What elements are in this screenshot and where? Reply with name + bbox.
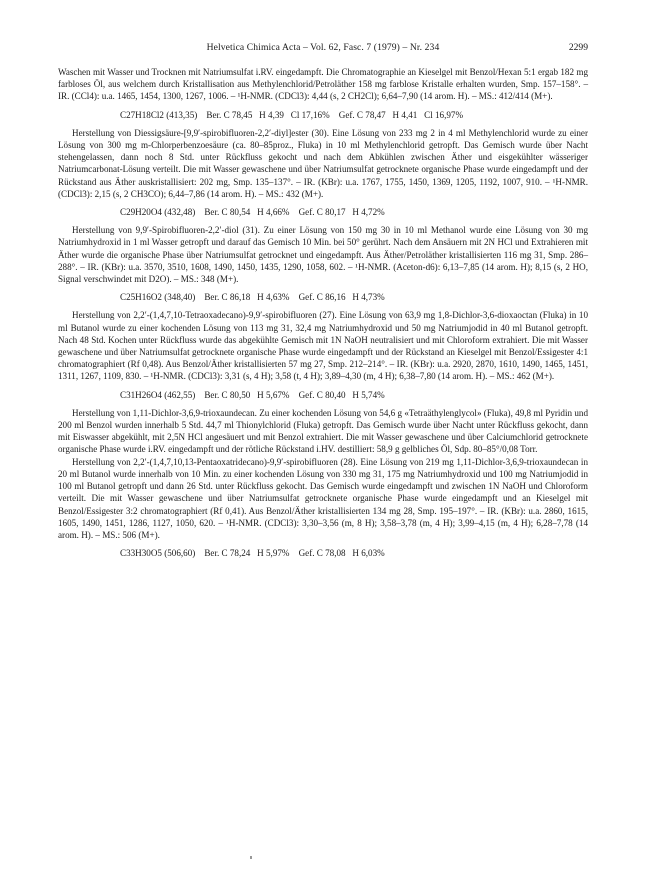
journal-page [58,42,588,565]
paragraph-6: Herstellung von 2,2′-(1,4,7,10,13-Pentaoxatridecano)-9,9′-spirobifluoren (28). Eine Lösung von 219 mg 1,11-Dichlor-3,6,9-trioxaundecan in 20 ml Butanol wurde innerhalb von 10 Min. zu einer kochenden Lösung von 330 mg 31, 175 mg Natriumhydroxid und 100 mg Natriumjodid in 100 ml Butanol getropft und dann 26 Std. unter Rückfluss gekocht. Das Gemisch wurde eingedampft und zwischen 1N NaOH und Chloroform verteilt. Die mit Wasser gewaschene und über Natriumsulfat getrocknete organische Phase wurde eingedampft und an Kieselgel mit Benzol/Essigester 3:2 chromatographiert (Rf 0,41). Aus Benzol/Äther kristallisierten 134 mg 28, Smp. 195–197°. – IR. (KBr): u.a. 2860, 1615, 1605, 1490, 1451, 1286, 1127, 1050, 620. – ¹H-NMR. (CDCl3): 3,30–3,56 (m, 8 H); 3,58–3,78 (m, 4 H); 3,99–4,15 (m, 4 H); 6,28–7,78 (14 arom. H). – MS.: 506 (M+). [58,456,588,540]
elemental-analysis-3: C25H16O2 (348,40) Ber. C 86,18 H 4,63% Gef. C 86,16 H 4,73% [120,292,385,303]
elemental-analysis-2: C29H20O4 (432,48) Ber. C 80,54 H 4,66% Gef. C 80,17 H 4,72% [120,207,385,218]
paragraph-2: Herstellung von Diessigsäure-[9,9′-spirobifluoren-2,2′-diyl]ester (30). Eine Lösung von 233 mg 2 in 4 ml Methylenchlorid wurde zu einer Lösung von 300 mg m-Chlorperbenzoesäure (ca. 80–85proz., Fluka) in 10 ml Methylenchlorid getropft. Das Gemisch wurde über Nacht stehengelassen, dann noch 8 Std. unter Rückfluss gekocht und nach dem Abkühlen zwischen Äther und eisgekühlter wässeriger Natriumcarbonat-Lösung verteilt. Die mit Wasser gewaschene und über Natriumsulfat getrocknete organische Phase wurde eingedampft und der Rückstand aus Äther auskristallisiert: 202 mg, Smp. 135–137°. – IR. (KBr): u.a. 1767, 1755, 1450, 1369, 1205, 1192, 1007, 910. – ¹H-NMR. (CDCl3): 2,15 (s, 2 CH3CO); 6,44–7,86 (14 arom. H). – MS.: 432 (M+). [58,127,588,199]
print-speck [250,856,252,859]
paragraph-4: Herstellung von 2,2′-(1,4,7,10-Tetraoxadecano)-9,9′-spirobifluoren (27). Eine Lösung von 63,9 mg 1,8-Dichlor-3,6-dioxaoctan (Fluka) in 10 ml Butanol wurde zu einer kochenden Lösung von 113 mg 31, 32,4 mg Natriumhydroxid und 50 mg Natriumjodid in 40 ml Butanol getropft. Nach 48 Std. Kochen unter Rückfluss wurde das abgekühlte Gemisch mit 1N NaOH neutralisiert und mit Chloroform extrahiert. Die mit Wasser gewaschene und über Natriumsulfat getrocknete organische Phase wurde eingedampft und der Rückstand an Kieselgel mit Benzol/Essigester 4:1 chromatographiert (Rf 0,48). Aus Benzol/Äther kristallisierten 57 mg 27, Smp. 212–214°. – IR. (KBr): u.a. 2920, 2870, 1610, 1490, 1465, 1451, 1311, 1267, 1109, 830. – ¹H-NMR. (CDCl3): 3,31 (s, 4 H); 3,58 (t, 4 H); 3,89–4,30 (m, 4 H); 6,38–7,80 (14 arom. H). – MS.: 462 (M+). [58,310,588,382]
elemental-analysis-4: C31H26O4 (462,55) Ber. C 80,50 H 5,67% Gef. C 80,40 H 5,74% [120,389,385,400]
paragraph-3: Herstellung von 9,9′-Spirobifluoren-2,2′-diol (31). Zu einer Lösung von 150 mg 30 in 10 ml Methanol wurde eine Lösung von 30 mg Natriumhydroxid in 1 ml Wasser getropft und darauf das Gemisch 10 Min. bei 50° gerührt. Nach dem Ansäuern mit 2N HCl und Extrahieren mit Äther wurde die organische Phase über Natriumsulfat getrocknet und eingedampft. Aus Äther/Petroläther kristallisierten 116 mg 31, Smp. 286–288°. – IR. (KBr): u.a. 3570, 3510, 1608, 1490, 1450, 1435, 1290, 1058, 602. – ¹H-NMR. (Aceton-d6): 6,13–7,85 (14 arom. H); 8,15 (s, 2 HO, Signal verschwindet mit D2O). – MS.: 348 (M+). [58,225,588,285]
page-number: 2299 [568,42,588,53]
journal-title: Helvetica Chimica Acta – Vol. 62, Fasc. 7 (1979) – Nr. 234 [206,42,440,53]
running-header [58,42,588,58]
paragraph-5: Herstellung von 1,11-Dichlor-3,6,9-trioxaundecan. Zu einer kochenden Lösung von 54,6 g «Tetraäthylenglycol» (Fluka), 49,8 ml Pyridin und 200 ml Benzol wurden innerhalb 5 Std. 44,7 ml Thionylchlorid (Fluka) getropft. Das Gemisch wurde über Nacht unter Rückfluss gekocht, dann mit Eiswasser abgekühlt, mit 2,5N HCl angesäuert und mit Benzol extrahiert. Die mit Wasser gewaschene und über Calciumchlorid getrocknete organische Phase wurde i.RV. eingedampft und der rötliche Rückstand i.HV. destilliert: 58,9 g gelbliches Öl, Sdp. 80–85°/0,08 Torr. [58,407,588,455]
elemental-analysis-1: C27H18Cl2 (413,35) Ber. C 78,45 H 4,39 Cl 17,16% Gef. C 78,47 H 4,41 Cl 16,97% [120,109,464,120]
elemental-analysis-5: C33H30O5 (506,60) Ber. C 78,24 H 5,97% Gef. C 78,08 H 6,03% [120,548,385,559]
paragraph-1: Waschen mit Wasser und Trocknen mit Natriumsulfat i.RV. eingedampft. Die Chromatographie an Kieselgel mit Benzol/Hexan 5:1 ergab 182 mg farbloses Öl, aus welchem durch Kristallisation aus Methylenchlorid/Petroläther 158 mg farblose Kristalle erhalten wurden, Smp. 157–158°. – IR. (CCl4): u.a. 1465, 1454, 1300, 1267, 1006. – ¹H-NMR. (CDCl3): 4,44 (s, 2 CH2Cl); 6,64–7,90 (14 arom. H). – MS.: 412/414 (M+). [58,67,588,102]
